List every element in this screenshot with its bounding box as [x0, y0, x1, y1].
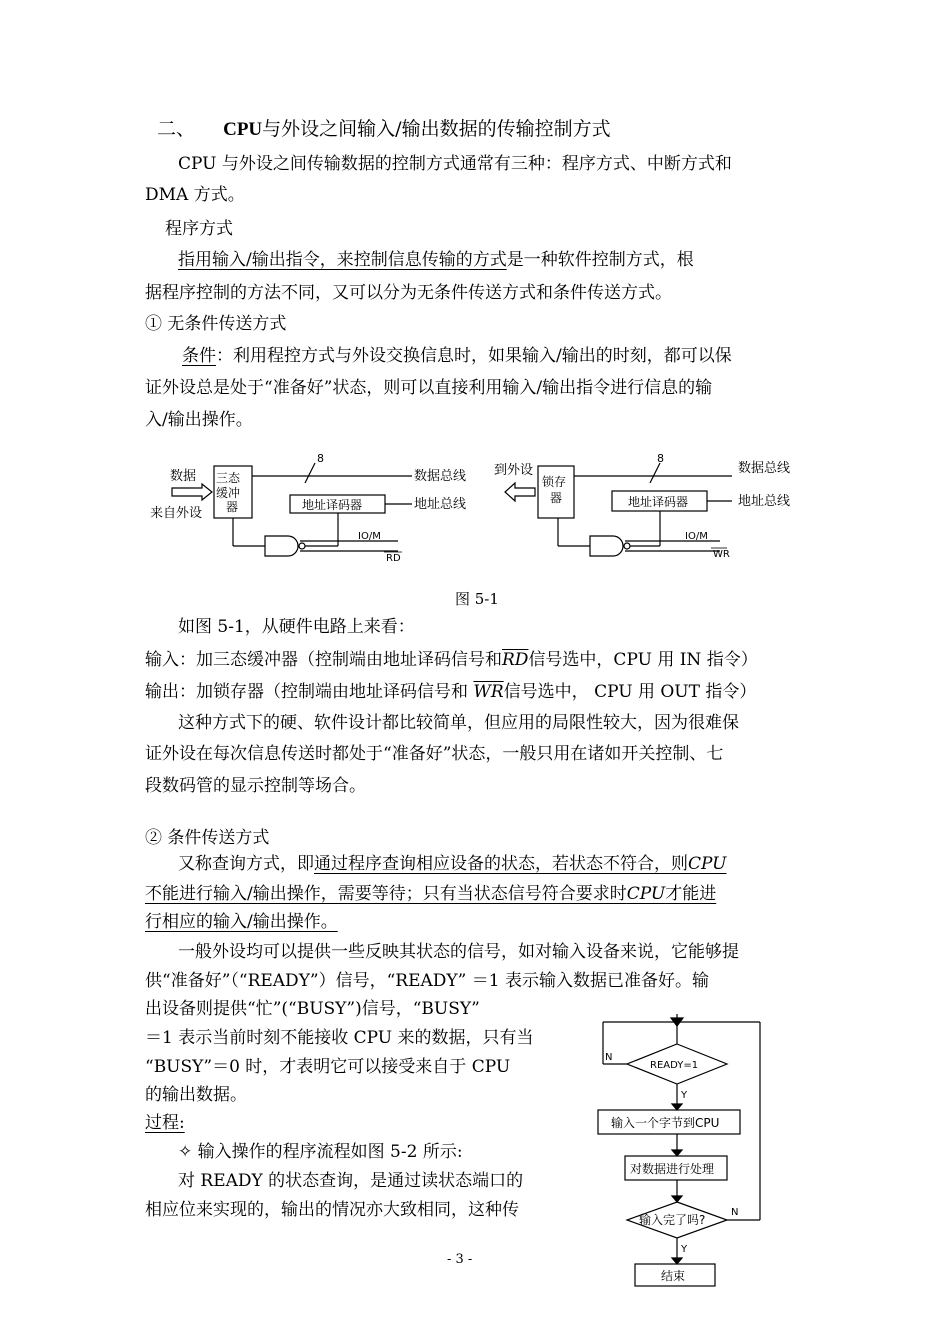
right-bus-width: 8 — [657, 452, 664, 465]
flow-y2: Y — [681, 1244, 688, 1255]
right-nand-gate — [590, 536, 623, 556]
cond-l2c: CPU — [626, 884, 666, 904]
flowchart-5-2 — [595, 1010, 775, 1290]
flow-n2: N — [731, 1207, 739, 1218]
wr-signal: $\overline{WR}$ — [473, 682, 504, 702]
hw-para-3: 段数码管的显示控制等场合。 — [145, 776, 366, 796]
program-rest: 是一种软件控制方式，根 — [506, 250, 694, 270]
intro-line-2: DMA 方式。 — [145, 185, 245, 205]
hw-para-1: 这种方式下的硬、软件设计都比较简单，但应用的局限性较大，因为很难保 — [178, 713, 739, 733]
query-line-1: 对 READY 的状态查询，是通过读状态端口的 — [178, 1171, 524, 1191]
left-nand-gate — [265, 536, 298, 556]
process-label: 过程: — [145, 1113, 185, 1133]
program-heading: 程序方式 — [165, 219, 233, 239]
left-addr-bus-label: 地址总线 — [414, 497, 467, 512]
hw-output-text: 输出：加锁存器（控制端由地址译码信号和 — [145, 682, 474, 702]
buffer-label-1: 三态 — [216, 471, 241, 485]
hw-output-text-2: 信号选中， CPU 用 OUT 指令） — [503, 682, 757, 702]
right-io-label: IO/M — [685, 531, 708, 542]
left-bus-width: 8 — [317, 452, 324, 465]
figure-5-1 — [140, 448, 820, 578]
bullet-line: ✧ 输入操作的程序流程如图 5-2 所示: — [178, 1142, 463, 1162]
cond-line-1 — [182, 345, 732, 367]
right-wr-label: WR — [713, 549, 730, 560]
cond-rest: ：利用程控方式与外设交换信息时，如果输入/输出的时刻，都可以保 — [216, 346, 732, 366]
status-para-1: 一般外设均可以提供一些反映其状态的信号，如对输入设备来说，它能够提 — [178, 942, 739, 962]
right-addr-bus-label: 地址总线 — [738, 494, 791, 509]
status-para-6: 的输出数据。 — [145, 1085, 247, 1105]
right-to-label: 到外设 — [494, 463, 534, 478]
cond-para-line-3 — [145, 911, 338, 933]
status-para-4: ＝1 表示当前时刻不能接收 CPU 来的数据，只有当 — [145, 1028, 534, 1048]
hw-input-text: 输入：加三态缓冲器（控制端由地址译码信号和 — [145, 650, 502, 670]
status-para-5: “BUSY”＝0 时，才表明它可以接受来自于 CPU — [145, 1057, 511, 1077]
hw-line-1: 如图 5-1，从硬件电路上来看： — [178, 617, 415, 637]
flow-step2: 对数据进行处理 — [630, 1162, 715, 1176]
output-arrow-icon — [505, 483, 535, 501]
left-data-label: 数据 — [170, 469, 197, 484]
input-arrow-icon — [172, 484, 212, 500]
cond-l1a: 又称查询方式，即 — [178, 854, 314, 874]
buffer-label-3: 器 — [226, 500, 239, 514]
cond-l2: 不能进行输入/输出操作，需要等待；只有当状态信号符合要求时 — [145, 884, 627, 904]
left-decoder-label: 地址译码器 — [302, 498, 363, 512]
latch-label-1: 锁存 — [542, 475, 567, 489]
cond-l1u: 通过程序查询相应设备的状态，若状态不符合，则 — [314, 854, 688, 874]
hw-input-text-2: 信号选中，CPU 用 IN 指令） — [528, 650, 758, 670]
uncond-heading: ① 无条件传送方式 — [145, 314, 287, 334]
figure-caption: 图 5-1 — [455, 590, 499, 608]
program-line-1 — [178, 249, 694, 271]
right-bus-slash — [650, 463, 660, 483]
left-data-bus-label: 数据总线 — [414, 469, 467, 484]
status-para-2: 供“准备好”（“READY”）信号，“READY” ＝1 表示输入数据已准备好。输 — [145, 971, 709, 991]
heading-cpu: CPU — [223, 119, 263, 140]
section-heading — [157, 118, 611, 141]
flow-ready: READY=1 — [650, 1060, 699, 1071]
cond-line-3: 入/输出操作。 — [145, 410, 253, 430]
flow-done: 输入完了吗? — [639, 1213, 706, 1227]
latch-label-2: 器 — [550, 491, 563, 505]
status-para-3: 出设备则提供“忙”(“BUSY”)信号，“BUSY” — [145, 999, 480, 1019]
cond-heading: ② 条件传送方式 — [145, 828, 270, 848]
cond-label: 条件 — [182, 346, 216, 366]
query-line-2: 相应位来实现的，输出的情况亦大致相同，这种传 — [145, 1200, 519, 1220]
hw-para-2: 证外设在每次信息传送时都处于“准备好”状态，一般只用在诸如开关控制、七 — [145, 744, 724, 764]
cond-l3: 行相应的输入/输出操作。 — [145, 912, 338, 932]
cond-para-line-2 — [145, 883, 716, 905]
flow-end: 结束 — [661, 1269, 686, 1283]
page-number: - 3 - — [447, 1252, 473, 1267]
flow-y1: Y — [681, 1090, 688, 1101]
process-heading — [145, 1112, 185, 1134]
cond-l2b: 才能进 — [665, 884, 717, 904]
program-line-2: 据程序控制的方法不同，又可以分为无条件传送方式和条件传送方式。 — [145, 283, 672, 303]
program-definition: 指用输入/输出指令，来控制信息传输的方式 — [178, 250, 507, 270]
intro-line-1: CPU 与外设之间传输数据的控制方式通常有三种：程序方式、中断方式和 — [178, 154, 732, 174]
right-decoder-label: 地址译码器 — [628, 495, 689, 509]
left-io-label: IO/M — [358, 531, 381, 542]
cond-line-2: 证外设总是处于“准备好”状态，则可以直接利用输入/输出指令进行信息的输 — [145, 378, 713, 398]
rd-signal: $\overline{RD}$ — [502, 650, 529, 670]
heading-number: 二、 — [157, 118, 196, 140]
left-rd-label: RD — [386, 553, 401, 564]
cond-l1c: CPU — [688, 854, 727, 874]
right-data-bus-label: 数据总线 — [738, 461, 791, 476]
buffer-label-2: 缓冲 — [216, 486, 241, 500]
heading-rest: 与外设之间输入/输出数据的传输控制方式 — [262, 118, 611, 140]
left-bus-slash — [305, 463, 315, 483]
flow-n1: N — [605, 1052, 613, 1063]
left-from-label: 来自外设 — [150, 506, 203, 521]
flow-step1: 输入一个字节到CPU — [611, 1116, 720, 1130]
hw-input-line — [145, 649, 758, 671]
cond-para-line-1 — [178, 853, 726, 875]
hw-output-line — [145, 681, 756, 703]
